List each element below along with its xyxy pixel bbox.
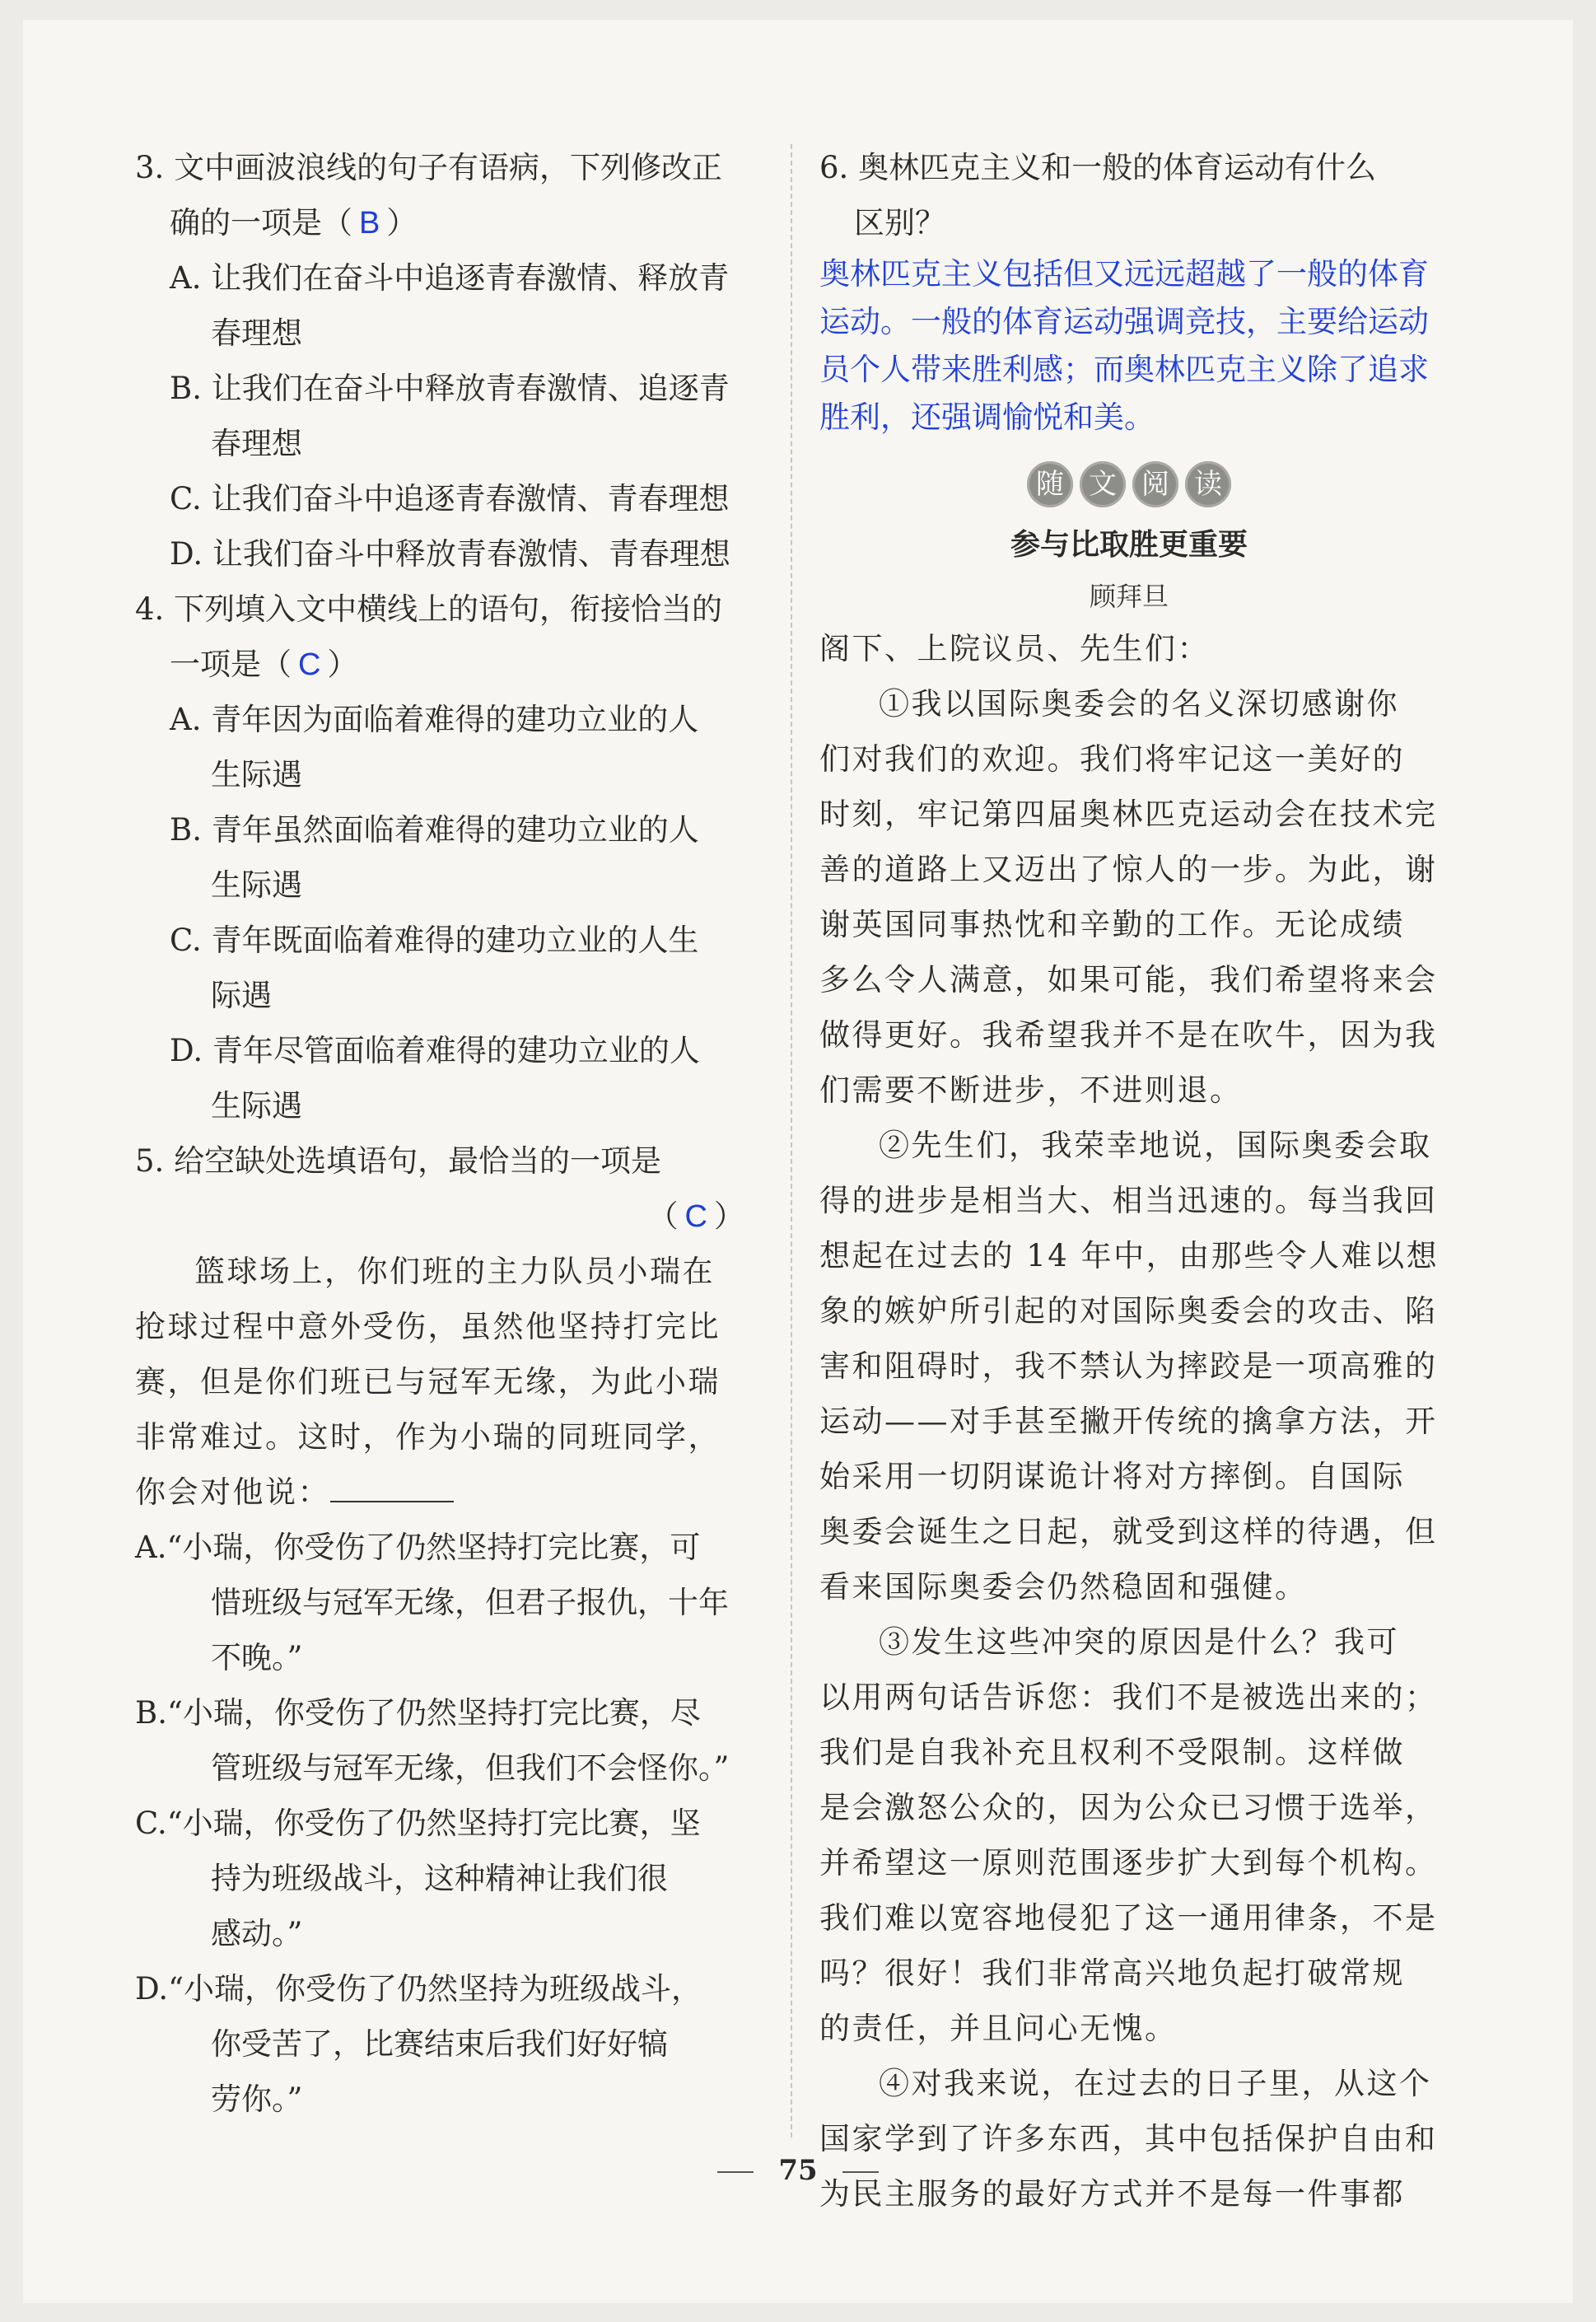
paragraph-line: 象的嫉妒所引起的对国际奥委会的攻击、陷: [819, 1293, 1438, 1329]
paragraph-line: 吗？很好！我们非常高兴地负起打破常规: [819, 1955, 1405, 1991]
paragraph-line: ②先生们，我荣幸地说，国际奥委会取: [879, 1128, 1432, 1163]
question-4-option-c-cont: 际遇: [211, 978, 272, 1013]
right-column: [819, 140, 1439, 2222]
question-3-option-b: B. 让我们在奋斗中释放青春激情、追逐青: [170, 371, 730, 406]
paragraph-line: 害和阻碍时，我不禁认为摔跤是一项高雅的: [819, 1348, 1438, 1384]
paragraph-line: 得的进步是相当大、相当迅速的。每当我回: [819, 1183, 1438, 1218]
left-column: [135, 140, 761, 2127]
question-5-option-c-cont: 感动。”: [211, 1916, 303, 1951]
paragraph-line: 想起在过去的 14 年中，由那些令人难以想: [819, 1238, 1440, 1273]
question-5-passage-line: 抢球过程中意外受伤，虽然他坚持打完比: [135, 1309, 721, 1344]
paragraph-line: 始采用一切阴谋诡计将对方摔倒。自国际: [819, 1459, 1405, 1494]
question-4-option-a: A. 青年因为面临着难得的建功立业的人: [170, 702, 699, 737]
question-5-option-d-cont: 劳你。”: [211, 2081, 303, 2117]
section-heading-char: 阅: [1132, 461, 1178, 507]
question-6-stem-line-2: 区别？: [854, 205, 945, 241]
question-3-answer: B: [359, 206, 380, 241]
paragraph-line: 是会激怒公众的，因为公众已习惯于选举，: [819, 1790, 1438, 1825]
question-5-option-c: C.“小瑞，你受伤了仍然坚持打完比赛，坚: [135, 1806, 701, 1841]
answer-line: 奥林匹克主义包括但又远远超越了一般的体育: [819, 256, 1429, 292]
paragraph-line: 我们是自我补充且权利不受限制。这样做: [819, 1735, 1405, 1770]
question-5-passage-line: 赛，但是你们班已与冠军无缘，为此小瑞: [135, 1364, 721, 1399]
section-heading-char: 随: [1027, 461, 1073, 507]
page-number: 75: [0, 2154, 1596, 2187]
question-5-option-d: D.“小瑞，你受伤了仍然坚持为班级战斗，: [135, 1971, 702, 2007]
page-number-dash: [717, 2171, 754, 2173]
question-5-option-d-cont: 你受苦了，比赛结束后我们好好犒: [211, 2026, 668, 2062]
question-3-stem-line-2: 确的一项是（ B ）: [170, 205, 418, 241]
question-5-option-c-cont: 持为班级战斗，这种精神让我们很: [211, 1861, 668, 1896]
answer-line: 胜利，还强调愉悦和美。: [819, 399, 1155, 435]
question-5-option-a-cont: 不晚。”: [211, 1640, 303, 1675]
paragraph-line: 看来国际奥委会仍然稳固和强健。: [819, 1569, 1308, 1605]
article-author: 顾拜旦: [1089, 581, 1169, 612]
question-4-option-a-cont: 生际遇: [211, 757, 302, 792]
question-3-stem-line-1: 3. 文中画波浪线的句子有语病，下列修改正: [135, 150, 723, 185]
section-heading: [819, 453, 1439, 519]
question-5-option-b: B.“小瑞，你受伤了仍然坚持打完比赛，尽: [135, 1695, 701, 1731]
paragraph-line: 以用两句话告诉您：我们不是被选出来的；: [819, 1680, 1438, 1715]
article-paragraph-1: [819, 676, 1439, 1118]
article-paragraph-4: [819, 2056, 1439, 2222]
article-salutation: 阁下、上院议员、先生们：: [819, 631, 1210, 666]
article-paragraph-2: [819, 1118, 1439, 1614]
article-title: 参与比取胜更重要: [1010, 528, 1248, 562]
answer-line: 员个人带来胜利感；而奥林匹克主义除了追求: [819, 352, 1429, 387]
article-paragraph-3: [819, 1614, 1439, 2056]
question-5-passage-line: 篮球场上，你们班的主力队员小瑞在: [194, 1254, 715, 1289]
question-4-option-d-cont: 生际遇: [211, 1088, 302, 1124]
paragraph-line: 运动——对手甚至撇开传统的擒拿方法，开: [819, 1404, 1438, 1439]
page-number-dash: [842, 2171, 879, 2173]
question-5-option-b-cont: 管班级与冠军无缘，但我们不会怪你。”: [211, 1750, 730, 1786]
section-heading-char: 读: [1185, 461, 1231, 507]
question-5-stem: 5. 给空缺处选填语句，最恰当的一项是: [135, 1143, 662, 1179]
question-5-option-a-cont: 惜班级与冠军无缘，但君子报仇，十年: [211, 1585, 729, 1620]
paragraph-line: ①我以国际奥委会的名义深切感谢你: [879, 686, 1399, 722]
question-4-option-b-cont: 生际遇: [211, 867, 302, 903]
question-4-stem-line-2: 一项是（ C ）: [170, 647, 358, 682]
section-heading-char: 文: [1080, 461, 1126, 507]
column-divider: [791, 144, 792, 2137]
question-5-answer: C: [684, 1199, 707, 1234]
question-5-answer-bracket: （ C ）: [647, 1198, 744, 1234]
question-5-option-a: A.“小瑞，你受伤了仍然坚持打完比赛，可: [135, 1530, 701, 1565]
paragraph-line: ③发生这些冲突的原因是什么？我可: [879, 1624, 1399, 1660]
question-5-passage-line: 你会对他说：: [135, 1465, 761, 1520]
question-4-stem-line-1: 4. 下列填入文中横线上的语句，衔接恰当的: [135, 591, 723, 627]
fill-in-blank: [330, 1465, 454, 1502]
paragraph-line: 我们难以宽容地侵犯了这一通用律条，不是: [819, 1900, 1438, 1936]
question-3-option-a-cont: 春理想: [211, 315, 302, 351]
paragraph-line: 做得更好。我希望我并不是在吹牛，因为我: [819, 1017, 1438, 1053]
paragraph-line: 奥委会诞生之日起，就受到这样的待遇，但: [819, 1514, 1438, 1549]
question-6-handwritten-answer: [819, 250, 1439, 442]
paragraph-line: 国家学到了许多东西，其中包括保护自由和: [819, 2121, 1438, 2156]
question-3: [135, 140, 761, 582]
question-6-stem-line-1: 6. 奥林匹克主义和一般的体育运动有什么: [819, 150, 1377, 185]
question-4-option-d: D. 青年尽管面临着难得的建功立业的人: [170, 1033, 700, 1068]
question-6: [819, 140, 1439, 442]
question-4-option-b: B. 青年虽然面临着难得的建功立业的人: [170, 812, 699, 848]
question-5-passage-line: 非常难过。这时，作为小瑞的同班同学，: [135, 1419, 721, 1455]
question-3-option-d: D. 让我们奋斗中释放青春激情、青春理想: [170, 536, 730, 572]
paragraph-line: 们对我们的欢迎。我们将牢记这一美好的: [819, 741, 1405, 777]
paragraph-line: 的责任，并且问心无愧。: [819, 2011, 1178, 2046]
paragraph-line: 为民主服务的最好方式并不是每一件事都: [819, 2176, 1405, 2212]
paragraph-line: 并希望这一原则范围逐步扩大到每个机构。: [819, 1845, 1438, 1880]
question-4-answer: C: [298, 647, 321, 682]
question-4-option-c: C. 青年既面临着难得的建功立业的人生: [170, 923, 699, 958]
paragraph-line: 谢英国同事热忱和辛勤的工作。无论成绩: [819, 907, 1405, 942]
paragraph-line: 多么令人满意，如果可能，我们希望将来会: [819, 962, 1438, 997]
paragraph-line: ④对我来说，在过去的日子里，从这个: [879, 2066, 1432, 2101]
question-5: [135, 1133, 761, 2127]
paragraph-line: 善的道路上又迈出了惊人的一步。为此，谢: [819, 852, 1438, 887]
question-4: [135, 582, 761, 1133]
answer-line: 运动。一般的体育运动强调竞技，主要给运动: [819, 304, 1429, 339]
paragraph-line: 们需要不断进步，不进则退。: [819, 1072, 1243, 1108]
question-3-option-c: C. 让我们奋斗中追逐青春激情、青春理想: [170, 481, 730, 516]
paragraph-line: 时刻，牢记第四届奥林匹克运动会在技术完: [819, 797, 1438, 832]
question-3-option-a: A. 让我们在奋斗中追逐青春激情、释放青: [170, 260, 730, 296]
question-3-option-b-cont: 春理想: [211, 426, 302, 461]
